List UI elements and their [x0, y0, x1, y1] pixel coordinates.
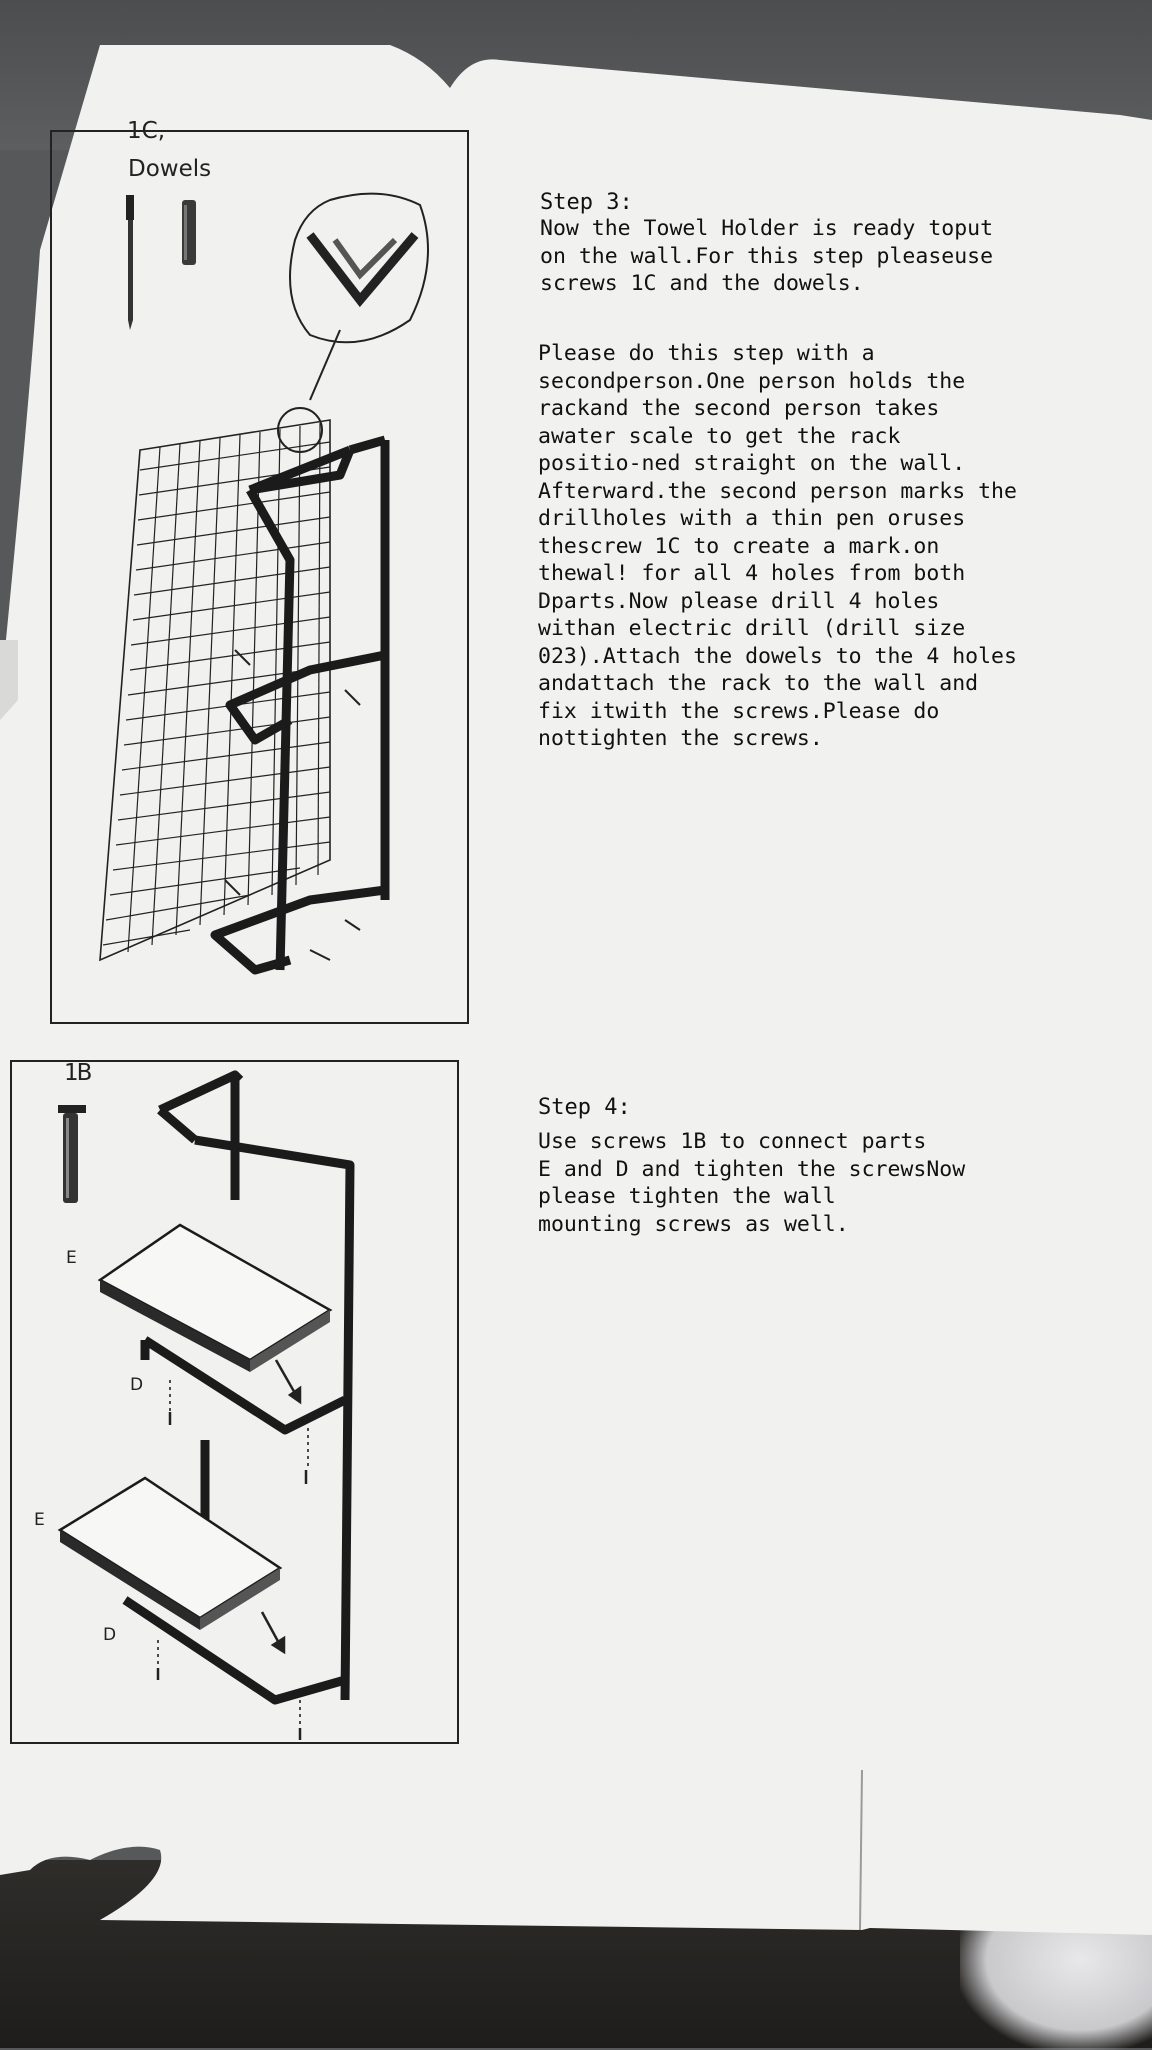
step3-body-line: Please do this step with a: [538, 341, 875, 366]
step4-heading: Step 4:: [538, 1095, 631, 1120]
part-d-label-lower: D: [103, 1625, 117, 1645]
step3-body-line: Dparts.Now please drill 4 holes: [538, 588, 940, 614]
part-e-label: E: [66, 1248, 77, 1268]
step3-body-line: nottighten the screws.: [538, 726, 823, 751]
arrow-icon: [262, 1360, 300, 1652]
step3-body-line: rackand the second person takes: [538, 396, 940, 421]
step3-intro: [540, 215, 1060, 298]
part-e-label-lower: E: [34, 1510, 45, 1530]
step3-body-line: thescrew 1C to create a mark.on: [538, 533, 940, 559]
part-1b-label: 1B: [64, 1060, 91, 1086]
step3-body-line: positio-ned straight on the wall.: [538, 451, 966, 476]
step3-body-line: drillholes with a thin pen oruses: [538, 506, 966, 531]
step3-heading: Step 3:: [540, 190, 633, 215]
step3-body-line: Afterward.the second person marks the: [538, 478, 1017, 504]
step4-body-line: please tighten the wall: [538, 1184, 836, 1209]
step4-body-line: mounting screws as well.: [538, 1211, 849, 1237]
step4-body: [538, 1128, 1038, 1238]
step3-body-line: fix itwith the screws.Please do: [538, 698, 940, 724]
step3-intro-line: on the wall.For this step pleaseuse: [540, 243, 994, 269]
step3-intro-line: screws 1C and the dowels.: [540, 271, 864, 296]
screw-1b-icon: [58, 1105, 86, 1203]
step4-body-line: Use screws 1B to connect parts: [538, 1129, 927, 1154]
step3-body-line: secondperson.One person holds the: [538, 368, 966, 394]
step4-body-line: E and D and tighten the screwsNow: [538, 1156, 966, 1182]
step3-body-line: 023).Attach the dowels to the 4 holes: [538, 643, 1017, 669]
shelf-e-lower: [60, 1478, 280, 1630]
step3-body-line: andattach the rack to the wall and: [538, 671, 979, 696]
dowels-label: Dowels: [128, 156, 212, 182]
step3-body-line: awater scale to get the rack: [538, 423, 901, 449]
shelf-e-upper: [100, 1225, 330, 1372]
step3-intro-line: Now the Towel Holder is ready toput: [540, 216, 994, 241]
step3-body: [538, 340, 1038, 753]
part-d-label: D: [130, 1375, 144, 1395]
part-1c-label: 1C,: [127, 118, 166, 144]
step3-body-line: thewal! for all 4 holes from both: [538, 561, 966, 586]
step3-body-line: withan electric drill (drill size: [538, 616, 966, 641]
